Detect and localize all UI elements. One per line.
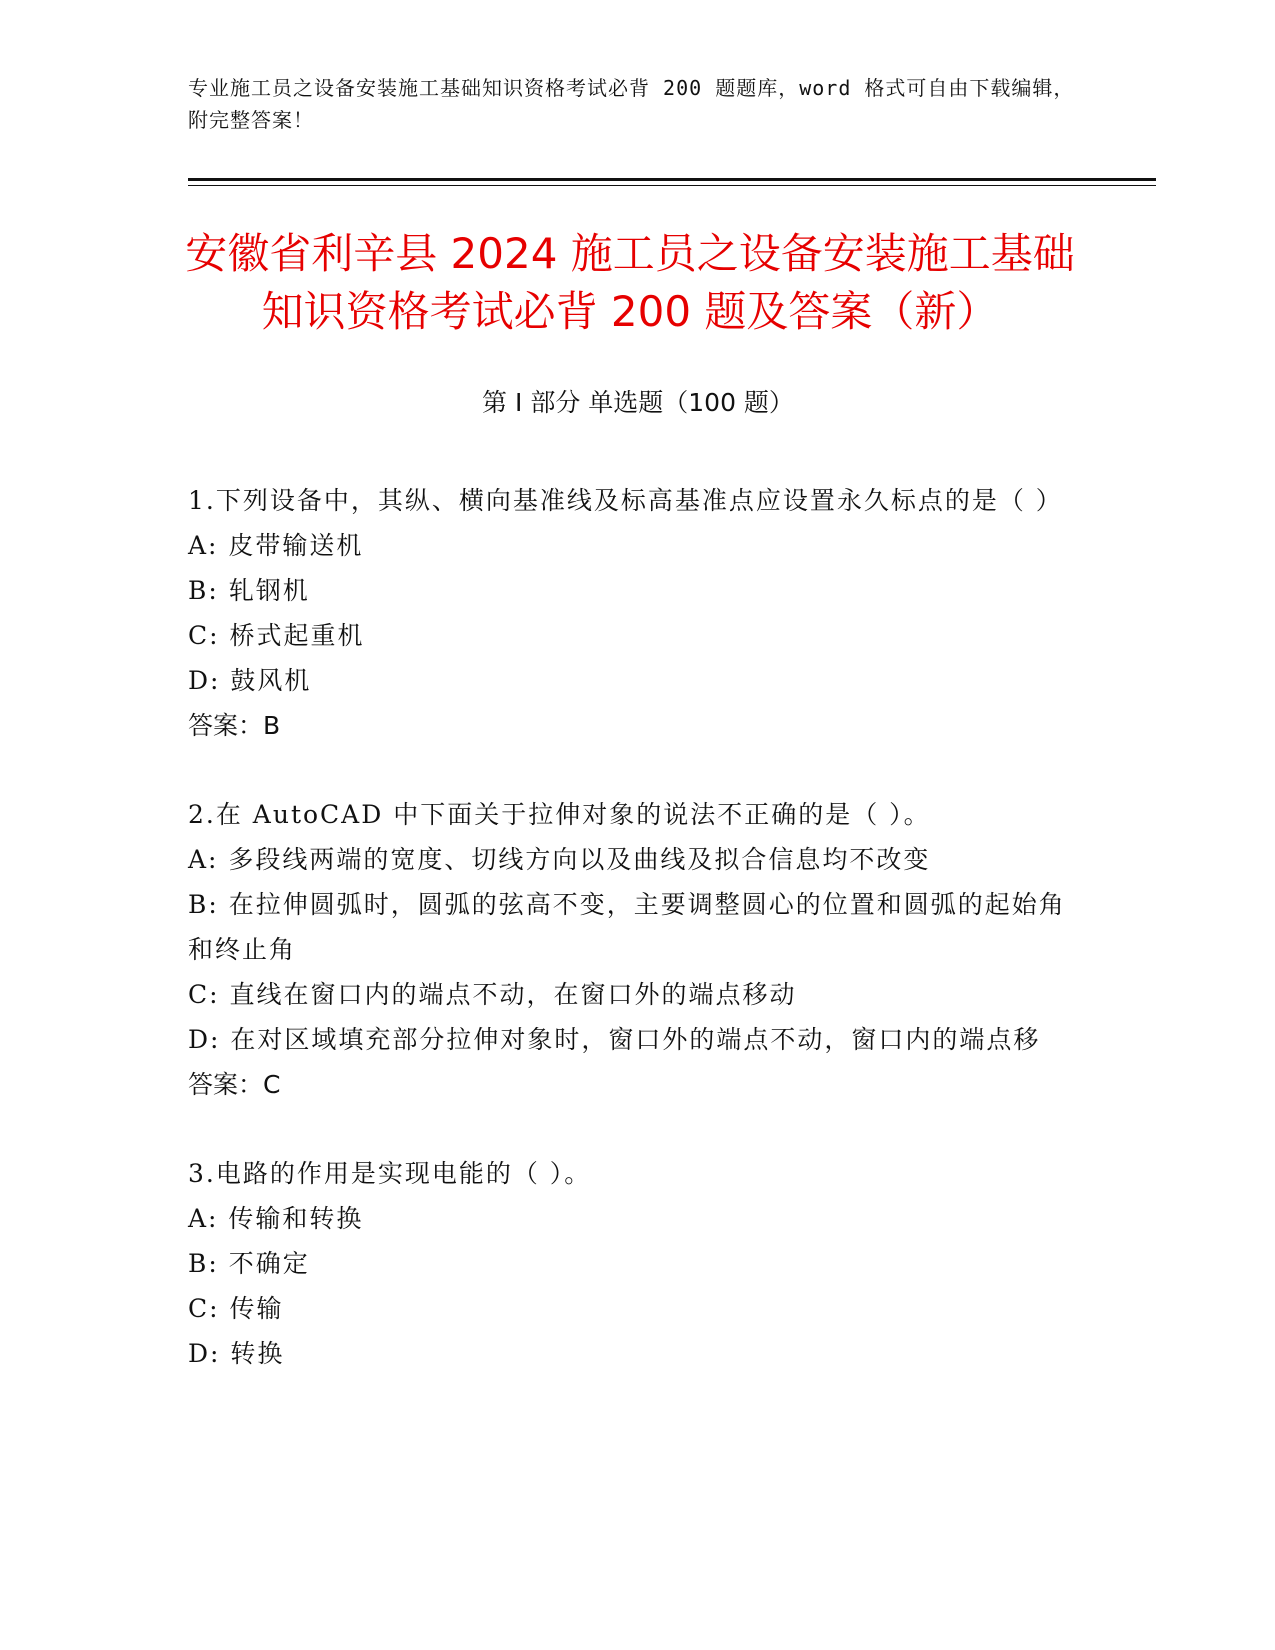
answer: 答案：C [188,1070,281,1099]
question-1 [188,478,1068,748]
document-title: 安徽省利辛县 2024 施工员之设备安装施工基础知识资格考试必背 200 题及答案（新） [185,229,1075,336]
option-b: B: 不确定 [188,1249,310,1278]
question-3 [188,1151,1068,1376]
option-b: B: 轧钢机 [188,576,310,605]
answer: 答案：B [188,711,281,740]
question-stem: 3.电路的作用是实现电能的（ ）。 [188,1159,592,1188]
option-c: C: 传输 [188,1294,284,1323]
option-a: A: 皮带输送机 [188,531,364,560]
question-2 [188,792,1068,1107]
option-a: A: 多段线两端的宽度、切线方向以及曲线及拟合信息均不改变 [188,845,931,874]
question-stem: 1.下列设备中，其纵、横向基准线及标高基准点应设置永久标点的是（ ） [188,486,1063,515]
section-title: 第 I 部分 单选题（100 题） [482,388,794,417]
option-a: A: 传输和转换 [188,1204,364,1233]
header-note: 专业施工员之设备安装施工基础知识资格考试必背 200 题题库，word 格式可自由下载编辑，附完整答案！ [188,76,1075,132]
header-divider-thin [188,185,1156,186]
question-stem: 2.在 AutoCAD 中下面关于拉伸对象的说法不正确的是（ ）。 [188,800,931,829]
option-d: D: 鼓风机 [188,666,312,695]
option-d: D: 在对区域填充部分拉伸对象时，窗口外的端点不动，窗口内的端点移 [188,1025,1041,1054]
option-c: C: 桥式起重机 [188,621,365,650]
option-b: B: 在拉伸圆弧时，圆弧的弦高不变，主要调整圆心的位置和圆弧的起始角和终止角 [188,890,1066,964]
option-d: D: 转换 [188,1339,285,1368]
header-divider-thick [188,178,1156,181]
option-c: C: 直线在窗口内的端点不动，在窗口外的端点移动 [188,980,797,1009]
question-list [188,478,1068,1420]
